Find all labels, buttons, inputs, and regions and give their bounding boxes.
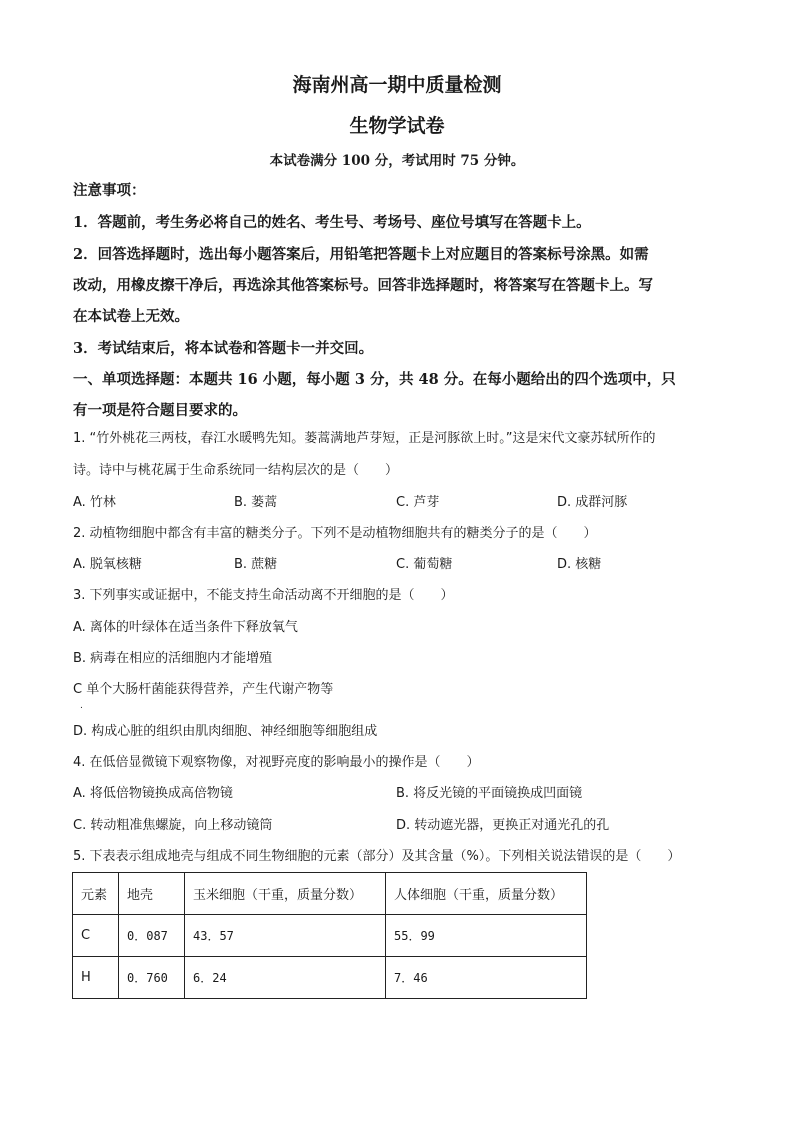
table-cell: 6．24 xyxy=(185,957,386,999)
q1-stem-line-2: 诗。诗中与桃花属于生命系统同一结构层次的是（ ） xyxy=(73,463,399,478)
notice-item-2-line-2: 改动，用橡皮擦干净后，再选涂其他答案标号。回答非选择题时，将答案写在答题卡上。写 xyxy=(73,277,653,294)
table-header-cell: 人体细胞（干重，质量分数） xyxy=(386,873,587,915)
notice-item-2-line-1: 2．回答选择题时，选出每小题答案后，用铅笔把答题卡上对应题目的答案标号涂黑。如需 xyxy=(73,246,649,263)
exam-title: 海南州高一期中质量检测 xyxy=(292,74,502,96)
q5-stem: 5. 下表表示组成地壳与组成不同生物细胞的元素（部分）及其含量（%）。下列相关说法错误的是（ ） xyxy=(73,849,681,864)
notice-item-2-line-3: 在本试卷上无效。 xyxy=(73,308,189,325)
section-heading-line-1: 一、单项选择题：本题共 16 小题，每小题 3 分，共 48 分。在每小题给出的四个选项中，只 xyxy=(73,371,676,388)
q2-stem: 2. 动植物细胞中都含有丰富的糖类分子。下列不是动植物细胞共有的糖类分子的是（ ） xyxy=(73,526,597,541)
notice-item-1: 1．答题前，考生务必将自己的姓名、考生号、考场号、座位号填写在答题卡上。 xyxy=(73,214,591,231)
table-header-cell: 地壳 xyxy=(119,873,185,915)
q2-option-a: A. 脱氧核糖 xyxy=(73,557,142,572)
table-cell: H xyxy=(73,957,119,999)
table-cell: 55．99 xyxy=(386,915,587,957)
q4-option-d: D. 转动遮光器，更换正对通光孔的孔 xyxy=(396,818,610,833)
q1-option-d: D. 成群河豚 xyxy=(557,495,628,510)
q4-option-b: B. 将反光镜的平面镜换成凹面镜 xyxy=(396,786,583,801)
notice-item-3: 3．考试结束后，将本试卷和答题卡一并交回。 xyxy=(73,340,374,357)
score-info: 本试卷满分 100 分，考试用时 75 分钟。 xyxy=(269,153,525,169)
q1-option-c: C. 芦芽 xyxy=(396,495,440,510)
q3-stem: 3. 下列事实或证据中，不能支持生命活动离不开细胞的是（ ） xyxy=(73,588,454,603)
q1-option-a: A. 竹林 xyxy=(73,495,116,510)
element-content-table xyxy=(72,872,587,999)
section-heading-line-2: 有一项是符合题目要求的。 xyxy=(73,402,247,419)
q2-option-d: D. 核糖 xyxy=(557,557,602,572)
table-row xyxy=(73,915,587,957)
q4-option-c: C. 转动粗准焦螺旋，向上移动镜筒 xyxy=(73,818,273,833)
table-header-cell: 元素 xyxy=(73,873,119,915)
table-row xyxy=(73,957,587,999)
table-header-row xyxy=(73,873,587,915)
table-cell: C xyxy=(73,915,119,957)
table-cell: 0．760 xyxy=(119,957,185,999)
table-cell: 43．57 xyxy=(185,915,386,957)
notice-heading: 注意事项： xyxy=(73,182,146,199)
q2-option-b: B. 蔗糖 xyxy=(234,557,278,572)
q2-option-c: C. 葡萄糖 xyxy=(396,557,453,572)
q4-option-a: A. 将低倍物镜换成高倍物镜 xyxy=(73,786,233,801)
q1-option-b: B. 蒌蒿 xyxy=(234,495,278,510)
q3-option-b: B. 病毒在相应的活细胞内才能增殖 xyxy=(73,651,273,666)
table-cell: 7．46 xyxy=(386,957,587,999)
q3-option-a: A. 离体的叶绿体在适当条件下释放氧气 xyxy=(73,620,298,635)
table-cell: 0．087 xyxy=(119,915,185,957)
subject-title: 生物学试卷 xyxy=(349,115,445,137)
stray-dot: . xyxy=(80,701,83,711)
table-header-cell: 玉米细胞（干重，质量分数） xyxy=(185,873,386,915)
q3-option-d: D. 构成心脏的组织由肌肉细胞、神经细胞等细胞组成 xyxy=(73,724,378,739)
q3-option-c: C 单个大肠杆菌能获得营养，产生代谢产物等 xyxy=(73,682,334,697)
q1-stem-line-1: 1. “竹外桃花三两枝，春江水暖鸭先知。蒌蒿满地芦芽短，正是河豚欲上时。”这是宋代文豪苏轼所作的 xyxy=(73,431,656,446)
q4-stem: 4. 在低倍显微镜下观察物像，对视野亮度的影响最小的操作是（ ） xyxy=(73,755,480,770)
